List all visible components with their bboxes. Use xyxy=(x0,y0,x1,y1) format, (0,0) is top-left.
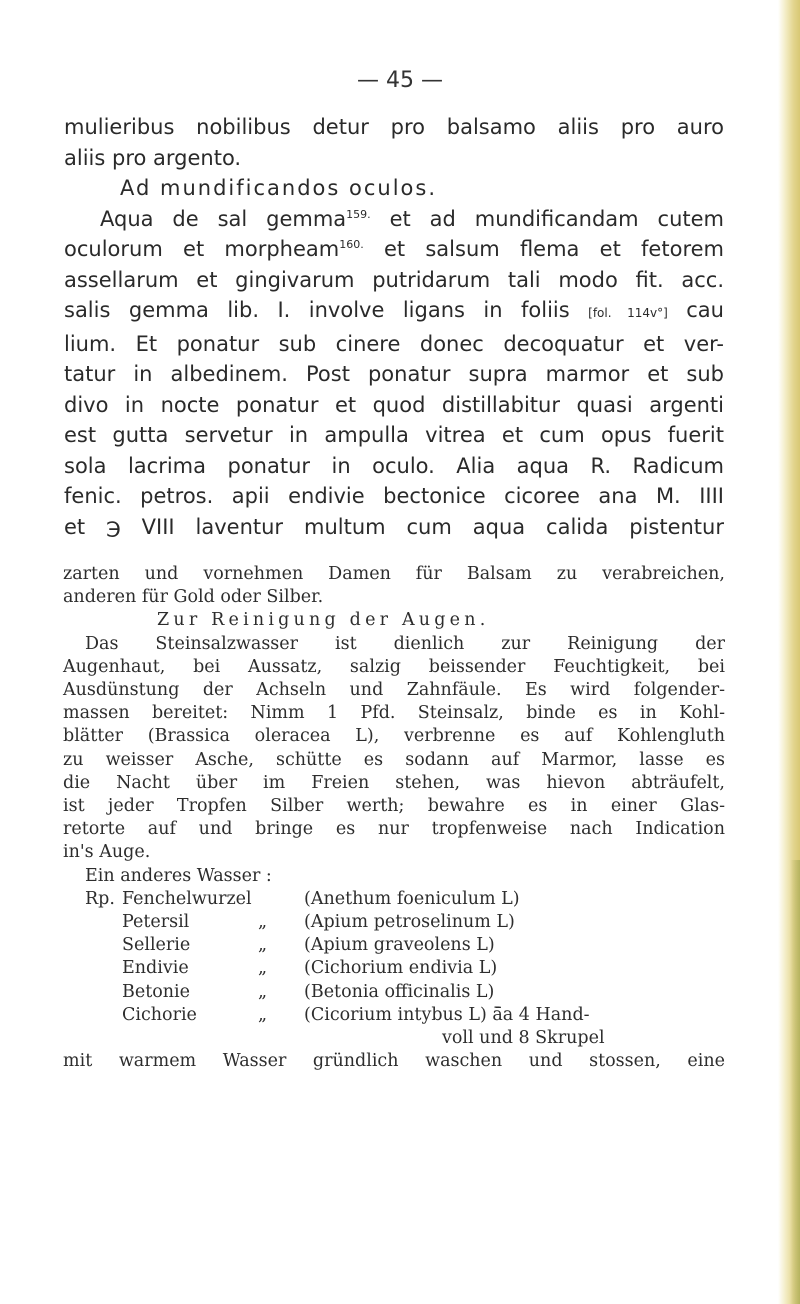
text-line: assellarum et gingivarum putridarum tali modo fit. acc. xyxy=(64,267,724,292)
text-line: aliis pro argento. xyxy=(64,145,242,170)
recipe-herb: Petersil xyxy=(122,912,190,933)
recipe-row xyxy=(63,888,725,911)
ditto-mark: „ xyxy=(258,1004,268,1025)
page-edge-shadow xyxy=(790,860,800,1304)
text-line: salis gemma lib. I. involve ligans in foliis [fol. 114v°] cau xyxy=(64,298,724,322)
recipe-herb: Sellerie xyxy=(122,935,191,956)
text-line: Das Steinsalzwasser ist dienlich zur Reinigung der xyxy=(85,633,725,654)
recipe-herb: Cichorie xyxy=(122,1004,197,1025)
footnote-ref: 159. xyxy=(346,207,371,221)
text-line: massen bereitet: Nimm 1 Pfd. Steinsalz, binde es in Kohl- xyxy=(63,703,725,724)
section-heading: Ad mundificandos oculos. xyxy=(120,176,437,200)
text-line: retorte auf und bringe es nur tropfenweise nach Indication xyxy=(63,819,725,840)
recipe-latin-name: (Cicorium intybus L) ā̄a 4 Hand- xyxy=(304,1004,590,1025)
text-line: Ausdünstung der Achseln und Zahnfäule. Es wird folgender- xyxy=(63,680,725,701)
recipe-latin-name: (Betonia officinalis L) xyxy=(304,981,495,1002)
latin-text-block xyxy=(64,112,724,542)
text-line: fenic. petros. apii endivie bectonice cicoree ana M. IIII xyxy=(64,484,724,508)
text-line: mit warmem Wasser gründlich waschen und stossen, eine xyxy=(63,1051,725,1072)
recipe-latin-name: (Apium petroselinum L) xyxy=(304,912,515,933)
recipe-continuation: voll und 8 Skrupel xyxy=(442,1027,605,1048)
recipe-list xyxy=(63,888,725,1050)
page-number: — 45 — xyxy=(357,68,443,93)
recipe-herb: Betonie xyxy=(122,981,191,1002)
text-line: ist jeder Tropfen Silber werth; bewahre es in einer Glas- xyxy=(63,796,725,817)
text-line: oculorum et morpheam$^{160.}$ et salsum flema et fetorem xyxy=(64,237,724,261)
text-line: zarten und vornehmen Damen für Balsam zu verabreichen, xyxy=(63,564,725,584)
recipe-row xyxy=(63,911,725,934)
recipe-prefix: Rp. xyxy=(85,888,115,909)
folio-marker: [fol. 114v°] xyxy=(588,306,668,320)
recipe-herb: Fenchelwurzel xyxy=(122,888,252,909)
recipe-row xyxy=(63,981,725,1004)
text-line: mulieribus nobilibus detur pro balsamo aliis pro auro xyxy=(64,115,724,139)
ditto-mark: „ xyxy=(258,935,268,956)
footnote-ref: 160. xyxy=(339,238,364,251)
text-line: zu weisser Asche, schütte es sodann auf Marmor, lasse es xyxy=(63,749,725,770)
text-line: Augenhaut, bei Aussatz, salzig beissender Feuchtigkeit, bei xyxy=(63,656,725,677)
text-line: Aqua de sal gemma$^{159.}$ et ad mundificandam cutem xyxy=(100,206,724,231)
text-line: sola lacrima ponatur in oculo. Alia aqua R. Radicum xyxy=(64,453,724,478)
ditto-mark: „ xyxy=(258,912,268,933)
recipe-row xyxy=(63,934,725,957)
recipe-row xyxy=(63,957,725,980)
recipe-herb: Endivie xyxy=(122,958,189,979)
section-heading: Zur Reinigung der Augen. xyxy=(157,610,490,631)
text-line: et ℈ VIII laventur multum cum aqua calida pistentur xyxy=(64,514,724,539)
text-line: die Nacht über im Freien stehen, was hievon abträufelt, xyxy=(63,772,725,793)
text-line: tatur in albedinem. Post ponatur supra marmor et sub xyxy=(64,362,724,386)
text-line: lium. Et ponatur sub cinere donec decoquatur et ver- xyxy=(64,331,724,356)
text-line: anderen für Gold oder Silber. xyxy=(63,587,324,608)
german-translation-block xyxy=(63,563,725,1073)
text-line: blätter (Brassica oleracea L), verbrenne es auf Kohlengluth xyxy=(63,726,725,747)
ditto-mark: „ xyxy=(258,981,268,1002)
recipe-latin-name: (Anethum foeniculum L) xyxy=(304,888,520,909)
ditto-mark: „ xyxy=(258,958,268,979)
text-line: Ein anderes Wasser : xyxy=(85,865,272,886)
text-line: est gutta servetur in ampulla vitrea et cum opus fuerit xyxy=(64,423,724,447)
recipe-latin-name: (Cichorium endivia L) xyxy=(304,958,498,979)
text-line: in's Auge. xyxy=(63,842,151,863)
recipe-row xyxy=(63,1004,725,1027)
text-line: divo in nocte ponatur et quod distillabitur quasi argenti xyxy=(64,392,724,417)
recipe-latin-name: (Apium graveolens L) xyxy=(304,935,495,956)
